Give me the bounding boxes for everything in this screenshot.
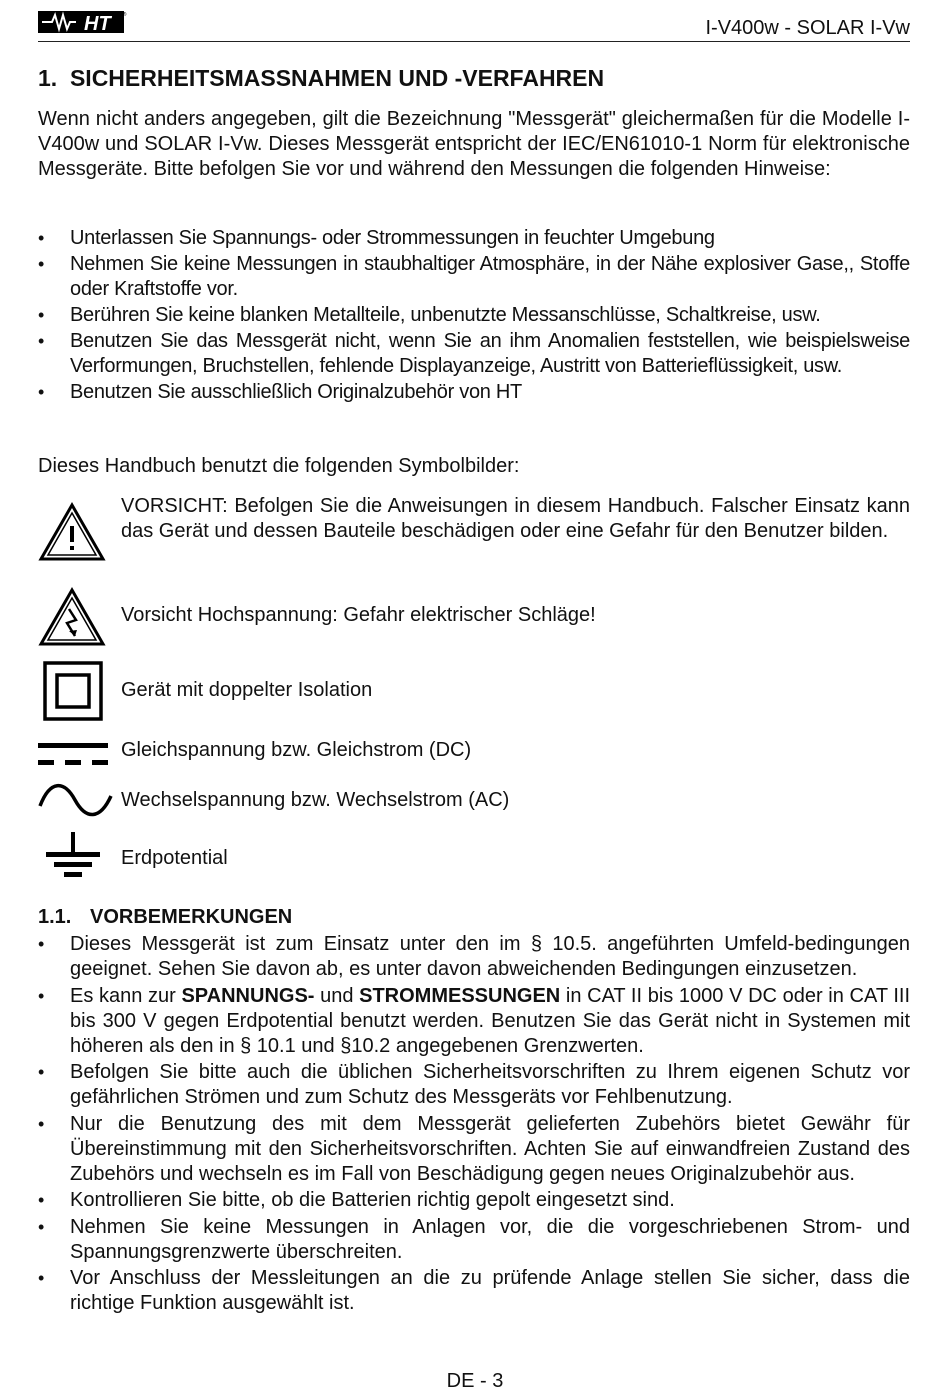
intro-paragraph: Wenn nicht anders angegeben, gilt die Bezeichnung "Messgerät" gleichermaßen für die Modelle I-V400w und SOLAR I-Vw. Dieses Messgerät entspricht der IEC/EN61010-1 Norm für elektronische Messgeräte. Bitte befolgen Sie vor und während den Messungen die folgenden Hinweise: [38,108,910,180]
section-heading [38,66,604,91]
list-item: • Nehmen Sie keine Messungen in staubhaltiger Atmosphäre, in der Nähe explosiver Gase,, Stoffe oder Kraftstoffe vor. [38,252,910,302]
symbol-text: Gerät mit doppelter Isolation [121,679,373,701]
symbol-row-dc [38,737,910,771]
subsection-title: VORBEMERKUNGEN [90,906,293,928]
dc-icon [38,740,110,770]
list-item: • Benutzen Sie das Messgerät nicht, wenn Sie an ihm Anomalien feststellen, wie beispielsweise Verformungen, Bruchstellen, fehlende Displayanzeige, Austritt von Batterieflüssigkeit, usw. [38,329,910,379]
page-number: DE - 3 [446,1370,504,1392]
symbol-text: Gleichspannung bzw. Gleichstrom (DC) [121,739,472,761]
double-insulation-icon [38,660,100,722]
ac-icon [38,782,114,822]
high-voltage-icon [38,587,106,647]
ground-icon [38,832,110,884]
symbol-text: Vorsicht Hochspannung: Gefahr elektrischer Schläge! [121,604,596,626]
symbol-row-double-insulation [38,660,910,722]
list-item: • Dieses Messgerät ist zum Einsatz unter den im § 10.5. angeführten Umfeld-bedingungen geeignet. Sehen Sie davon ab, es unter davon abweichenden Bedingungen einzusetzen. [38,932,910,982]
safety-rules-list [38,226,910,406]
section-number: 1. [38,65,58,91]
list-item: • Vor Anschluss der Messleitungen an die zu prüfende Anlage stellen Sie sicher, dass die richtige Funktion ausgewählt ist. [38,1266,910,1316]
symbol-text: Wechselspannung bzw. Wechselstrom (AC) [121,789,510,811]
symbol-row-ground [38,832,910,884]
logo-text: HT [84,13,111,35]
bold-term: STROMMESSUNGEN [359,984,561,1007]
symbol-row-ac [38,782,910,822]
symbol-text: VORSICHT: Befolgen Sie die Anweisungen in diesem Handbuch. Falscher Einsatz kann das Gerät und dessen Bauteile beschädigen oder eine Gefahr für den Benutzer bilden. [121,495,910,542]
list-item: • Berühren Sie keine blanken Metallteile, unbenutzte Messanschlüsse, Schaltkreise, usw. [38,303,910,328]
warning-triangle-icon [38,502,106,562]
model-title: I-V400w - SOLAR I-Vw [705,17,910,39]
symbol-row-warning [38,494,910,564]
ht-logo [38,8,126,36]
list-item: • Nehmen Sie keine Messungen in Anlagen vor, die die vorgeschriebenen Strom- und Spannungsgrenzwerte überschreiten. [38,1215,910,1265]
preliminary-notes-list [38,932,910,1318]
symbol-row-high-voltage [38,587,910,647]
bold-term: SPANNUNGS- [181,984,315,1007]
list-item: • Nur die Benutzung des mit dem Messgerät gelieferten Zubehörs bietet Gewähr für Übereinstimmung mit den Sicherheitsvorschriften. Achten Sie auf einwandfreien Zustand des Zubehörs und wechseln es im Fall von Beschädigung gegen neues Originalzubehör aus. [38,1112,910,1187]
list-item: • Kontrollieren Sie bitte, ob die Batterien richtig gepolt eingesetzt sind. [38,1188,910,1213]
symbol-text: Erdpotential [121,847,228,869]
list-item: • Unterlassen Sie Spannungs- oder Strommessungen in feuchter Umgebung [38,226,910,251]
list-item: • Benutzen Sie ausschließlich Originalzubehör von HT [38,380,910,405]
symbols-intro: Dieses Handbuch benutzt die folgenden Symbolbilder: [38,455,520,477]
subsection-heading [38,905,292,930]
page-header [38,8,910,42]
subsection-number: 1.1. [38,906,72,928]
svg-text:®: ® [122,12,127,18]
list-item: • Es kann zur SPANNUNGS- und STROMMESSUNGEN in CAT II bis 1000 V DC oder in CAT III bis 300 V gegen Erdpotential benutzt werden. Benutzen Sie das Gerät nicht in Systemen mit höheren als den in § 10.1 und §10.2 angegebenen Grenzwerten. [38,984,910,1059]
list-item: • Befolgen Sie bitte auch die üblichen Sicherheitsvorschriften zu Ihrem eigenen Schutz vor gefährlichen Strömen und zum Schutz des Messgeräts vor Fehlbenutzung. [38,1060,910,1110]
section-title: SICHERHEITSMASSNAHMEN UND -VERFAHREN [69,65,605,91]
